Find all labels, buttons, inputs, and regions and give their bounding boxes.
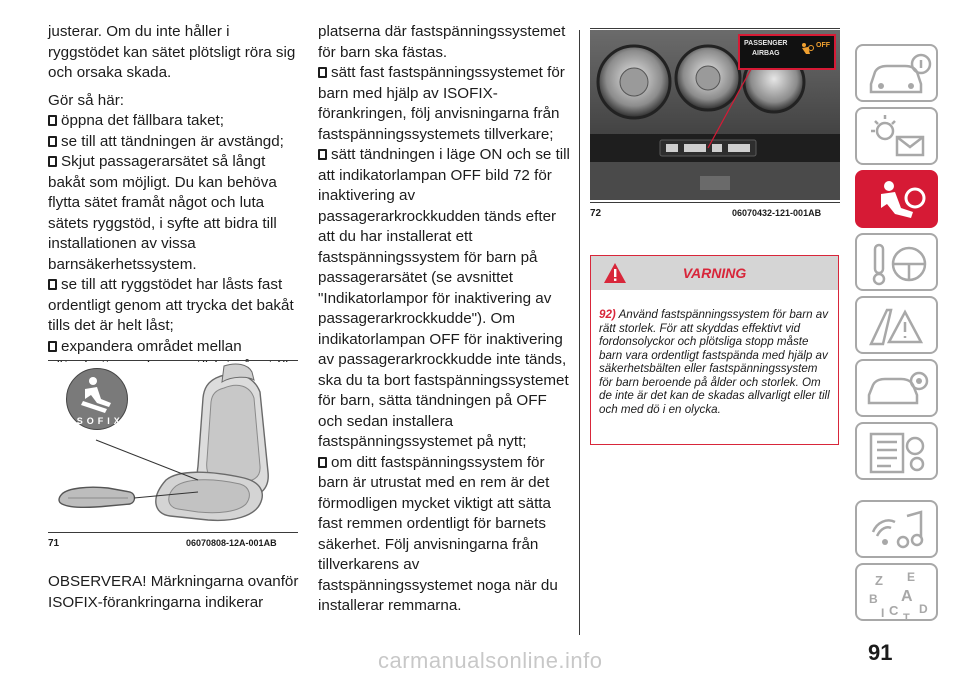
figure-bottom-rule: [590, 202, 840, 203]
airbag-seat-icon: [857, 172, 940, 230]
sidebar-tab-starting-driving[interactable]: [855, 233, 938, 291]
technical-data-icon: [857, 424, 940, 482]
svg-text:Z: Z: [875, 573, 883, 588]
paragraph: Gör så här:: [48, 91, 124, 109]
list-item: sätt tändningen i läge ON och se till att indikatorlampan OFF bild 72 för inaktivering av passagerarkrockkudden tänds efter att du har installerat ett fastspänningssystem för barn på passagerarsätet (se avsnittet "Indikatorlampor för inaktivering av passagerarkrockkudde"). Om indikatorlampan OFF för inaktivering av passagerarkrockkudde inte tänds, ska du ta bort fastspänningssystemet för barn, sätta tändningen på OFF och sedan installera fastspänningssystemet på nytt;: [318, 146, 570, 450]
checkbox-bullet-icon: [48, 156, 57, 167]
multimedia-icon: [857, 502, 940, 560]
warning-body: [591, 290, 838, 416]
callout-off-text: OFF: [816, 42, 830, 49]
figure-72-dashboard: [590, 30, 840, 200]
figure-72-number: 72: [590, 208, 602, 219]
svg-text:A: A: [901, 588, 913, 605]
svg-text:C: C: [889, 603, 899, 618]
checkbox-bullet-icon: [48, 341, 57, 352]
sidebar-tab-index[interactable]: [855, 563, 938, 621]
callout-label-line2: AIRBAG: [752, 50, 780, 57]
warning-title: VARNING: [682, 265, 747, 281]
list-item: om ditt fastspänningssystem för barn är utrustat med en rem är det förmodligen mycket viktigt att sätta fast remmen ordentligt för barnets säkerhet. Följ anvisningarna från tillverkarens av fastspänningssystemet noga när du installerar remmarna.: [318, 453, 558, 614]
figure-71-number: 71: [48, 538, 60, 549]
figure-71-isofix-seat: [48, 362, 298, 530]
svg-text:D: D: [919, 602, 928, 616]
car-info-icon: [857, 46, 940, 104]
warning-number: 92): [599, 308, 616, 321]
list-item: öppna det fällbara taket;: [48, 111, 300, 132]
warning-header: [591, 256, 838, 290]
sidebar-tab-safety[interactable]: [855, 170, 938, 228]
checkbox-bullet-icon: [318, 67, 327, 78]
sidebar-tab-technical-data[interactable]: [855, 422, 938, 480]
column-separator: [579, 30, 580, 635]
car-maintenance-icon: [857, 361, 940, 419]
figure-72-code: 06070432-121-001AB: [732, 208, 822, 218]
warning-text: Använd fastspänningssystem för barn av rätt storlek. För att skyddas effektivt vid fordonsolyckor och plötsliga stopp måste barn vara ordentligt fastspända med hjälp av säkerhetsbälten eller fastspänningssystem för barn beroende på ålder och storlek. Om de inte är det kan de skadas allvarligt eller till och med dö i en olycka.: [599, 308, 830, 416]
list-item: expandera området mellan: [48, 337, 300, 419]
paragraph: justerar. Om du inte håller i ryggstödet kan sätet plötsligt röra sig och orsaka skada.: [48, 23, 296, 81]
svg-text:B: B: [869, 592, 878, 606]
sidebar-tab-warning-lights[interactable]: [855, 107, 938, 165]
checkbox-bullet-icon: [318, 457, 327, 468]
callout-label-line1: PASSENGER: [744, 40, 788, 47]
checkbox-bullet-icon: [48, 115, 57, 126]
list-item: sätt fast fastspänningssystemet för barn med hjälp av ISOFIX-förankringen, följ anvisningarna från fastspänningssystemets tillverkare;: [318, 64, 565, 143]
svg-text:I: I: [881, 606, 885, 620]
text-column-2: [318, 22, 572, 617]
isofix-badge-icon: [66, 368, 128, 430]
checkbox-bullet-icon: [318, 149, 327, 160]
svg-text:E: E: [907, 570, 916, 584]
checkbox-bullet-icon: [48, 136, 57, 147]
svg-text:T: T: [903, 612, 910, 623]
index-icon: [857, 565, 940, 623]
sidebar-tab-maintenance[interactable]: [855, 359, 938, 417]
figure-top-rule: [590, 28, 840, 29]
watermark: carmanualsonline.info: [378, 648, 603, 673]
paragraph: platserna där fastspänningssystemet för barn ska fästas.: [318, 23, 566, 61]
isofix-badge-text: ISOFIX: [70, 416, 124, 426]
list-item: se till att tändningen är avstängd;: [48, 132, 300, 153]
key-steering-icon: [857, 235, 940, 293]
airbag-off-icon: [800, 42, 814, 56]
list-item: se till att ryggstödet har låsts fast ordentligt genom att trycka det bakåt tills det är helt låst;: [48, 276, 294, 334]
checkbox-bullet-icon: [48, 279, 57, 290]
warning-box: [590, 255, 839, 445]
note-paragraph: [48, 572, 300, 613]
page-number: 91: [868, 640, 893, 665]
passenger-airbag-callout: [738, 34, 836, 70]
sidebar-tab-emergency[interactable]: [855, 296, 938, 354]
sidebar-tab-multimedia[interactable]: [855, 500, 938, 558]
figure-bottom-rule: [48, 532, 298, 533]
warning-lights-icon: [857, 109, 940, 167]
list-item: Skjut passagerarsätet så långt bakåt som möjligt. Du kan behöva flytta sätet framåt något och luta sätets ryggstöd, i syfte att bidra till installationen av vissa barnsäkerhetssystem.: [48, 153, 277, 273]
note-text: OBSERVERA! Märkningarna ovanför ISOFIX-förankringarna indikerar: [48, 573, 299, 611]
sidebar-tab-car-info[interactable]: [855, 44, 938, 102]
figure-top-rule: [48, 360, 298, 361]
road-warning-icon: [857, 298, 940, 356]
figure-71-code: 06070808-12A-001AB: [186, 538, 277, 548]
